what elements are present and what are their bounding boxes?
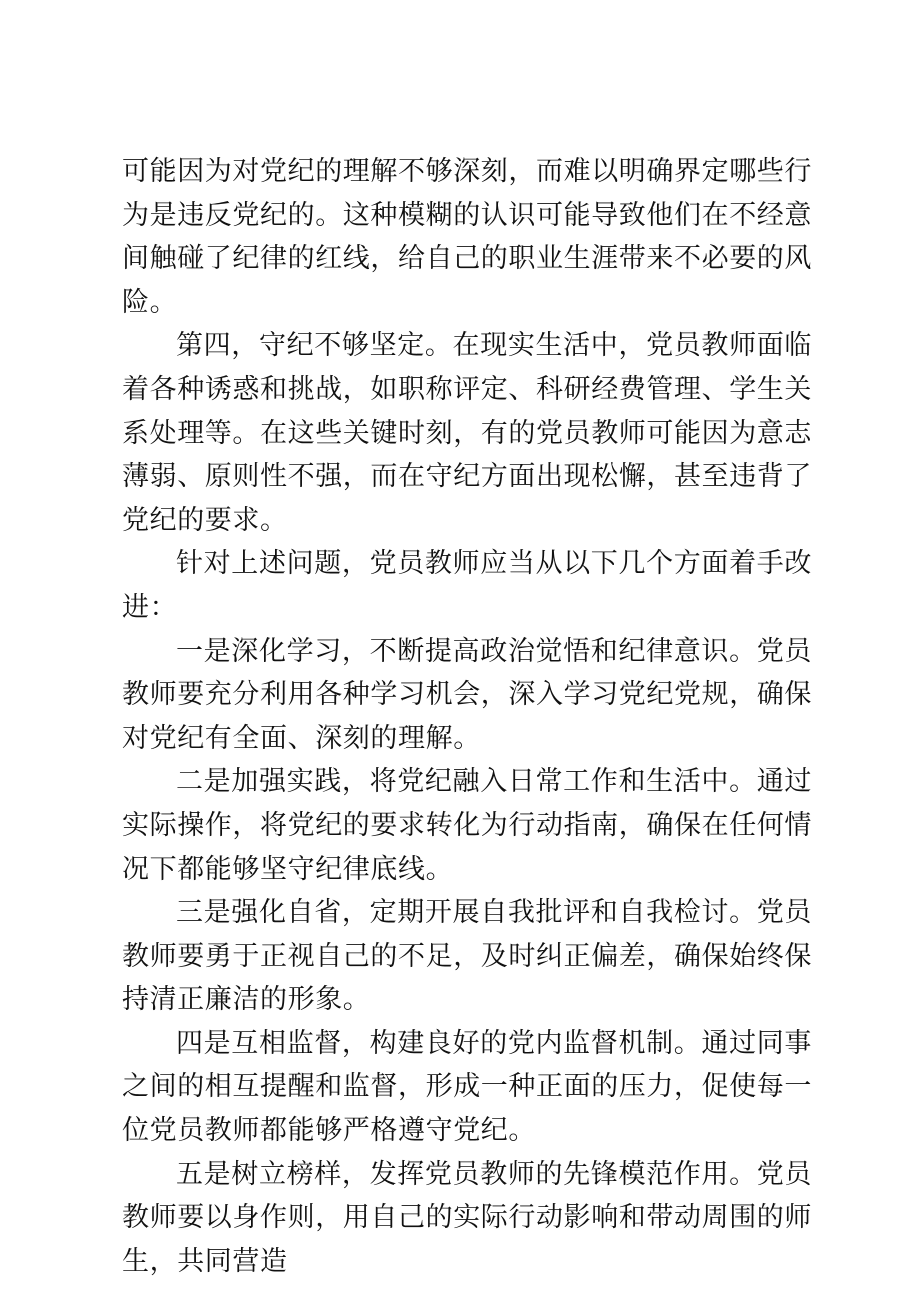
paragraph-continuation: 可能因为对党纪的理解不够深刻，而难以明确界定哪些行为是违反党纪的。这种模糊的认识可能导致他们在不经意间触碰了纪律的红线，给自己的职业生涯带来不必要的风险。 (122, 156, 812, 318)
document-body (122, 150, 812, 1283)
paragraph-measure-two: 二是加强实践，将党纪融入日常工作和生活中。通过实际操作，将党纪的要求转化为行动指南，确保在任何情况下都能够坚守纪律底线。 (122, 766, 812, 885)
paragraph-measure-five: 五是树立榜样，发挥党员教师的先锋模范作用。党员教师要以身作则，用自己的实际行动影响和带动周围的师生，共同营造 (122, 1158, 812, 1277)
paragraph-measure-three: 三是强化自省，定期开展自我批评和自我检讨。党员教师要勇于正视自己的不足，及时纠正偏差，确保始终保持清正廉洁的形象。 (122, 897, 812, 1016)
paragraph-fourth-point: 第四，守纪不够坚定。在现实生活中，党员教师面临着各种诱惑和挑战，如职称评定、科研经费管理、学生关系处理等。在这些关键时刻，有的党员教师可能因为意志薄弱、原则性不强，而在守纪方面出现松懈，甚至违背了党纪的要求。 (122, 330, 812, 536)
paragraph-improvement-intro: 针对上述问题，党员教师应当从以下几个方面着手改进： (122, 548, 812, 623)
paragraph-measure-four: 四是互相监督，构建良好的党内监督机制。通过同事之间的相互提醒和监督，形成一种正面的压力，促使每一位党员教师都能够严格遵守党纪。 (122, 1027, 812, 1147)
paragraph-measure-one: 一是深化学习，不断提高政治觉悟和纪律意识。党员教师要充分利用各种学习机会，深入学习党纪党规，确保对党纪有全面、深刻的理解。 (122, 635, 812, 754)
